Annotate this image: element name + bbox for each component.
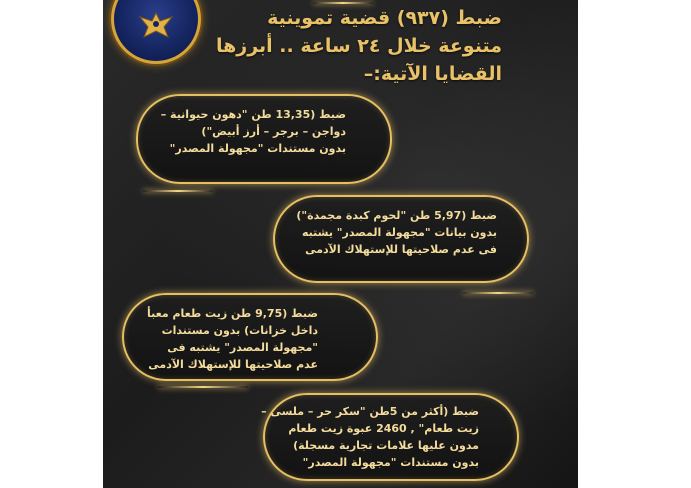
case-line: بدون بيانات "مجهولة المصدر" يشتبه [301,226,497,239]
case-line: فى عدم صلاحيتها للإستهلاك الآدمى [305,243,497,256]
case-line: ضبط (5,97 طن "لحوم كبدة مجمدة") [296,209,497,222]
case-line: "مجهولة المصدر" يشتبه فى [167,341,318,354]
case-line: داخل خزانات) بدون مستندات [161,324,318,337]
case-line: بدون مستندات "مجهولة المصدر" [302,456,479,469]
case-line: بدون مستندات "مجهولة المصدر" [169,142,346,155]
headline [215,4,502,88]
gold-light-streak [463,292,533,294]
infographic-poster [103,0,578,488]
headline-line: متنوعة خلال ٢٤ ساعة .. أبرزها [215,35,502,57]
case-line: دواجن – برجر – أرز أبيض") [201,125,346,138]
case-line: ضبط (أكثر من 5طن "سكر حر – ملسى – [261,405,479,418]
headline-line: ضبط (٩٣٧) قضية تموينية [267,7,502,29]
case-card [122,293,378,381]
headline-line: القضايا الآتية:– [363,63,502,85]
gold-light-streak [158,386,248,388]
gold-light-streak [143,190,213,192]
case-line: زيت طعام" , 2460 عبوة زيت طعام [288,422,479,435]
case-line: عدم صلاحيتها للإستهلاك الآدمى [148,358,318,371]
eagle-emblem-icon [111,0,201,64]
case-line: ضبط (9,75 طن زيت طعام معبأ [147,307,318,320]
case-line: مدون عليها علامات تجارية مسجلة) [293,439,479,452]
case-card [273,195,529,283]
case-card [136,94,392,184]
case-card [263,393,519,481]
search-icon[interactable] [2,0,22,14]
case-line: ضبط (13,35 طن "دهون حيوانية – [160,108,346,121]
